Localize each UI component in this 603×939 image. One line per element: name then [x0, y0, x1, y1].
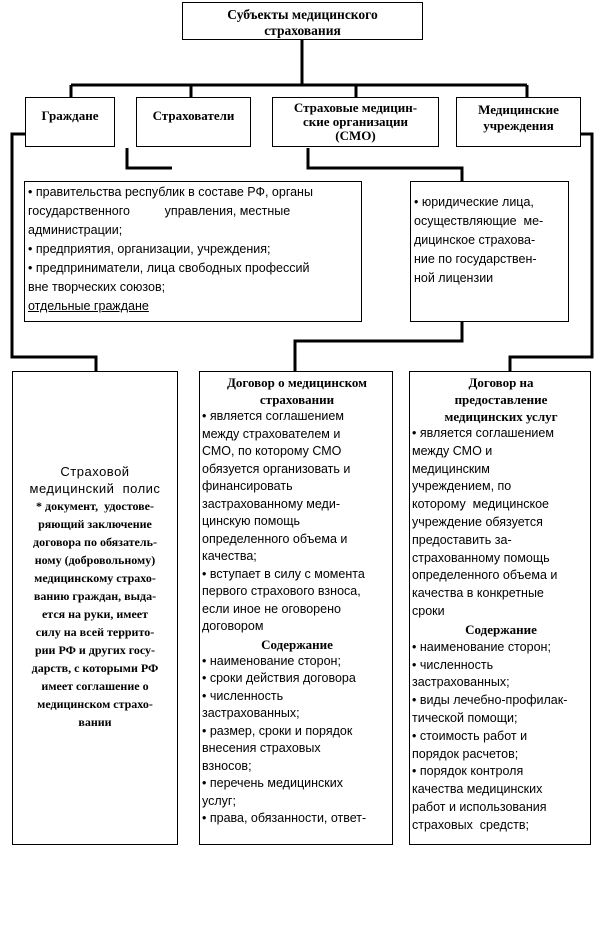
insurance-contract-body-12: если иное не оговорено: [202, 601, 341, 616]
services-contract-title-1: Договор на: [468, 375, 534, 390]
connector-smo-list: [308, 148, 462, 181]
smo-list-line-3: дицинское страхова-: [414, 233, 536, 247]
smo-label-line-3: (СМО): [335, 128, 376, 143]
services-contract-body-5: которому медицинское: [412, 497, 550, 512]
policy-body-line-8: силу на всей террито-: [35, 625, 155, 639]
insurance-contract-body-5: финансировать: [202, 479, 293, 493]
services-contract-content-3: застрахованных;: [412, 675, 510, 690]
connector-insurers-list: [127, 148, 172, 168]
policy-body-line-9: рии РФ и других госу-: [34, 643, 156, 657]
insurers-list-line-5: • предприниматели, лица свободных профессий: [28, 261, 310, 275]
insurance-contract-content: [202, 653, 392, 828]
insurance-contract-title-1: Договор о медицинском: [226, 375, 368, 390]
insurers-list-line-2: государственного управления, местные: [28, 204, 291, 218]
services-contract-content-title: Содержание: [465, 621, 537, 637]
insurance-contract-body-6: застрахованному меди-: [202, 496, 341, 511]
services-contract-body-4: учреждением, по: [412, 479, 512, 494]
policy-body-line-2: ряющий заключение: [38, 517, 152, 531]
services-contract-body-2: между СМО и: [412, 443, 493, 458]
services-contract-content-10: работ и использования: [412, 799, 547, 814]
insurance-contract-content-9: услуг;: [202, 793, 236, 808]
insurers-box: [136, 97, 251, 147]
med-label-line-1: Медицинские: [478, 102, 559, 117]
insurance-contract-content-title: Содержание: [261, 636, 333, 652]
insurance-contract-content-10: • права, обязанности, ответ-: [202, 811, 367, 825]
insurance-contract-body-7: цинскую помощь: [202, 514, 301, 528]
smo-label-line-1: Страховые медицин-: [293, 100, 418, 115]
services-contract-body-6: учреждение обязуется: [412, 514, 543, 529]
subjects-title-box: [182, 2, 423, 40]
med-institutions-box: [456, 97, 581, 147]
services-contract-content: [412, 639, 590, 835]
policy-title-line-2: медицинский полис: [29, 481, 161, 496]
policy-body: [13, 497, 177, 731]
policy-body-line-12: медицинском страхо-: [37, 697, 153, 711]
insurance-contract-body-9: качества;: [202, 549, 257, 563]
smo-list-line-4: ние по государствен-: [414, 252, 537, 266]
insurance-contract-body-1: • является соглашением: [202, 409, 344, 423]
insurance-contract-body-13: договором: [202, 619, 264, 633]
policy-body-line-13: вании: [78, 715, 112, 729]
insurers-list-box: [24, 181, 362, 322]
policy-box: [12, 371, 178, 845]
services-contract-content-11: страховых средств;: [412, 817, 530, 832]
insurance-contract-content-6: внесения страховых: [202, 741, 321, 755]
services-contract-content-1: • наименование сторон;: [412, 639, 551, 654]
services-contract-body: [412, 425, 590, 621]
insurance-contract-body: [202, 408, 392, 636]
services-contract-content-4: • виды лечебно-профилак-: [412, 693, 568, 708]
subjects-title-line-1: Субъекты медицинского: [227, 7, 378, 22]
policy-body-line-10: дарств, с которыми РФ: [31, 661, 159, 675]
insurance-contract-content-3: • численность: [202, 688, 284, 703]
policy-body-line-4: ному (добровольному): [34, 553, 156, 567]
services-contract-title-2: предоставление: [454, 392, 548, 407]
insurance-contract-content-7: взносов;: [202, 758, 252, 773]
services-contract-content-5: тической помощи;: [412, 710, 518, 725]
policy-title-line-1: Страховой: [60, 464, 130, 479]
services-contract-content-8: • порядок контроля: [412, 764, 524, 779]
services-contract-content-6: • стоимость работ и: [412, 728, 528, 743]
policy-body-line-11: имеет соглашение о: [41, 679, 149, 693]
insurers-list-line-4: • предприятия, организации, учреждения;: [28, 242, 271, 256]
insurers-list-line-6: вне творческих союзов;: [28, 280, 166, 294]
insurance-contract-content-5: • размер, сроки и порядок: [202, 723, 353, 738]
policy-body-line-6: ванию граждан, выда-: [33, 589, 157, 603]
insurers-label: Страхователи: [152, 108, 235, 123]
connector-list-contract: [295, 322, 462, 371]
insurance-contract-content-4: застрахованных;: [202, 706, 300, 720]
insurance-contract-content-2: • сроки действия договора: [202, 671, 356, 685]
insurance-contract-title-2: страховании: [259, 392, 335, 407]
services-contract-body-10: качества в конкретные: [412, 586, 544, 601]
smo-list-line-2: осуществляющие ме-: [414, 214, 544, 228]
subjects-title-line-2: страхования: [264, 23, 341, 38]
policy-body-line-1: * документ, удостове-: [36, 499, 154, 513]
smo-list-box: [410, 181, 569, 322]
services-contract-body-9: определенного объема и: [412, 568, 558, 583]
services-contract-content-9: качества медицинских: [412, 782, 543, 797]
insurance-contract-body-8: определенного объема и: [202, 531, 348, 546]
insurers-list-line-3: администрации;: [28, 223, 123, 237]
insurance-contract-body-3: СМО, по которому СМО: [202, 444, 342, 458]
services-contract-content-2: • численность: [412, 657, 494, 672]
smo-label-line-2: ские организации: [302, 114, 409, 129]
policy-body-line-7: ется на руки, имеет: [41, 607, 149, 621]
policy-body-line-5: медицинскому страхо-: [34, 571, 156, 585]
insurance-contract-content-1: • наименование сторон;: [202, 653, 341, 668]
services-contract-content-7: порядок расчетов;: [412, 746, 519, 761]
citizens-label: Граждане: [41, 108, 99, 123]
med-label-line-2: учреждения: [483, 118, 554, 133]
services-contract-body-8: страхованному помощь: [412, 550, 550, 565]
insurance-contract-body-10: • вступает в силу с момента: [202, 566, 365, 581]
smo-box: [272, 97, 439, 147]
services-contract-body-3: медицинским: [412, 461, 490, 476]
insurance-contract-body-11: первого страхового взноса,: [202, 584, 361, 598]
insurers-list-line-7: отдельные граждане: [28, 299, 149, 313]
citizens-box: [25, 97, 115, 147]
smo-list-line-5: ной лицензии: [414, 271, 494, 285]
services-contract-body-1: • является соглашением: [412, 426, 554, 440]
services-contract-title-3: медицинских услуг: [444, 409, 558, 424]
insurers-list-line-1: • правительства республик в составе РФ, органы: [28, 185, 313, 199]
policy-body-line-3: договора по обязатель-: [33, 535, 157, 549]
services-contract-box: [409, 371, 591, 845]
services-contract-body-11: сроки: [412, 603, 445, 618]
insurance-contract-content-8: • перечень медицинских: [202, 776, 343, 790]
insurance-contract-box: [199, 371, 393, 845]
insurance-contract-body-2: между страхователем и: [202, 426, 341, 441]
services-contract-body-7: предоставить за-: [412, 532, 512, 547]
smo-list-line-1: • юридические лица,: [414, 195, 534, 209]
insurance-contract-body-4: обязуется организовать и: [202, 461, 351, 476]
